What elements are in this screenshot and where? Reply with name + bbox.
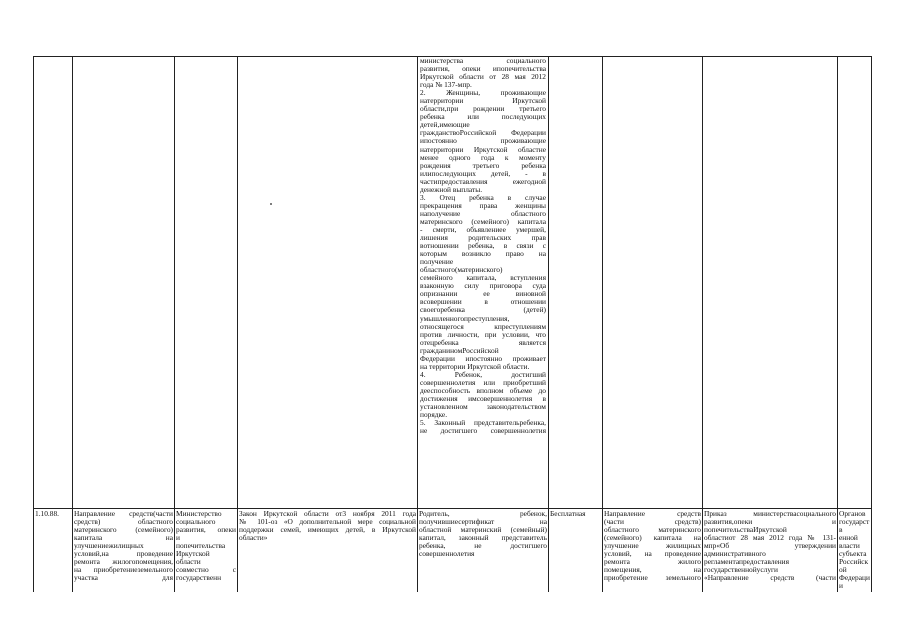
text-line: совершеннолетия или приобретший [420,377,546,387]
text-line: Иркутской [176,549,210,559]
text-line: наполучение областного [420,208,546,218]
text-line: Федерации [839,573,870,590]
text-line: помещения, на [604,565,701,575]
column-divider [702,56,703,592]
text-line: относящегося кпреступлениям [420,321,546,331]
text-line: Приказ министерствасоциального [704,510,836,518]
text-line: взаконную силу приговора суда [420,281,546,291]
text-line: семейного капитала, вступления [420,273,546,283]
text-line: поддержки семей, имеющих детей, в Иркутской [239,525,416,535]
text-line: которым возникло право на [420,249,546,259]
text-line: вотношении ребенка, в связи с [420,241,546,251]
legal-basis-text [239,510,416,590]
text-line: государственн [176,573,222,583]
text-line: условий,на проведение [74,549,173,559]
row-number: 1.10.88. [35,510,60,518]
text-line: развития, опеки [176,525,236,535]
text-line: улучшение жилищных [604,541,701,551]
text-line: и [176,533,180,543]
text-line: капитала на [74,533,173,543]
text-line: Органов [839,510,866,518]
text-line: материнского (семейного) [74,525,173,535]
text-line: (семейного) капитала на [604,533,701,543]
text-line: министерства социального [420,57,546,65]
text-line: «Направление средств (части [704,573,836,583]
text-line: енной [839,533,858,543]
text-line: областной материнский (семейный) [419,525,547,535]
text-line: улучшениежилищных [74,541,144,551]
text-line: получение [420,257,454,267]
text-line: Направление средств [604,510,701,518]
text-line: областного материнского [604,525,701,535]
text-line: Иркутской области от 28 мая 2012 [420,72,546,82]
text-line: на территории Иркутской области. [420,361,530,371]
text-line: государств [839,517,870,535]
text-line: приобретение земельного [604,573,701,583]
text-line: детей,имеющие [420,120,470,130]
text-line: достижения имсовершеннолетия в [420,393,546,403]
text-line: натерритории Иркутской областне [420,144,546,154]
text-line: ремонта жилогопомещения, [74,557,173,567]
text-line: илипоследующих детей, - в [420,168,546,178]
text-line: ремонта жилого [604,557,701,567]
table-border-right [871,56,872,592]
text-line: - смерти, объявлениее умершей, [420,224,546,234]
text-line: частипредоставления ежегодной [420,176,546,186]
text-line: средств) областного [74,517,173,527]
responsible-authority-text [176,510,236,590]
text-line: отецребенка является [420,337,546,347]
text-line: капитал, законный представитель [419,533,547,543]
column-divider [72,56,73,592]
text-line: дееспособность вполном объеме до [420,385,546,395]
text-line: области [176,557,201,567]
text-line: социального [176,517,216,527]
text-line: года № 137-мпр. [420,80,472,90]
text-line: области» [239,533,268,543]
column-divider [548,56,549,592]
fee-text: Бесплатная [550,510,586,518]
column-divider [237,56,238,592]
text-line: натерритории Иркутской [420,96,546,106]
text-line: попечительстваИркутской [704,525,787,535]
text-line: административного [704,549,766,559]
text-line: прекращения права женщины [420,200,546,210]
text-line: гражданиномРоссийской [420,345,499,355]
text-line: 2. Женщины, проживающие [420,88,546,98]
scan-speck [270,203,272,205]
column-divider [174,56,175,592]
text-line: условий, на проведение [604,549,701,559]
table-border-left [33,56,34,592]
recipients-text [419,510,547,590]
service-name-text [74,510,173,590]
text-line: порядке. [420,410,448,420]
text-line: ипостоянно проживающие [420,136,546,146]
text-line: ребенка, не достигшего [419,541,547,551]
text-line: 3. Отец ребенка в случае [420,192,546,202]
document-table [33,56,872,592]
text-line: Российской [839,557,869,575]
text-line: материнского (семейного) капитала [420,216,546,226]
text-line: не достигшего совершеннолетия [420,426,546,436]
text-line: денежной выплаты. [420,184,483,194]
text-line: против личности, при условии, что [420,329,546,339]
text-line: опризнании ее виновной [420,289,546,299]
text-line: Министерство [176,510,222,518]
row-divider [33,508,872,509]
text-line: субъекта [839,549,867,559]
text-line: попечительства [176,541,226,551]
text-line: области,при рождении третьего [420,104,546,114]
text-line: областного(материнского) [420,265,503,275]
text-line: развития,опеки и [704,517,836,527]
column-divider [837,56,838,592]
service-result-text [604,510,701,590]
text-line: всовершении в отношении [420,297,546,307]
text-line: Направление средств(части [74,510,173,518]
text-line: ребенка или последующих [420,112,546,122]
text-line: гражданствоРоссийской Федерации [420,128,546,138]
text-line: совместно с [176,565,236,575]
text-line: на приобретениеземельного [74,565,173,575]
text-line: своегоребенка (детей) [420,305,546,315]
text-line: (части средств) [604,517,701,527]
eligibility-criteria-text [420,57,546,507]
column-divider [602,56,603,592]
text-line: лишения родительских прав [420,233,546,243]
text-line: Федерации ипостоянно проживает [420,353,546,363]
government-level-text [839,510,870,590]
text-line: областиот 28 мая 2012 года № 131- [704,533,836,543]
text-line: развития, опеки ипопечительства [420,64,546,74]
text-line: № 101-оз «О дополнительной мере социальной [239,517,416,527]
text-line: рождения третьего ребенка [420,160,546,170]
text-line: совершеннолетия [419,549,475,559]
text-line: участка для [74,573,173,583]
column-divider [417,56,418,592]
text-line: получившиесертификат на [419,517,547,527]
text-line: 4. Ребенок, достигший [420,369,546,379]
text-line: установленном законодательством [420,402,546,412]
text-line: регламентапредоставления [704,557,790,567]
text-line: Родитель, ребенок, [419,510,547,518]
text-line: менее одного года к моменту [420,152,546,162]
text-line: умышленногопреступления, [420,313,510,323]
text-line: мпр«Об утверждении [704,541,836,551]
text-line: государственнойуслуги [704,565,779,575]
text-line: 5. Законный представительребенка, [420,418,546,428]
text-line: власти [839,541,860,551]
text-line: Закон Иркутской области от3 ноября 2011 года [239,510,416,518]
regulatory-act-text [704,510,836,590]
